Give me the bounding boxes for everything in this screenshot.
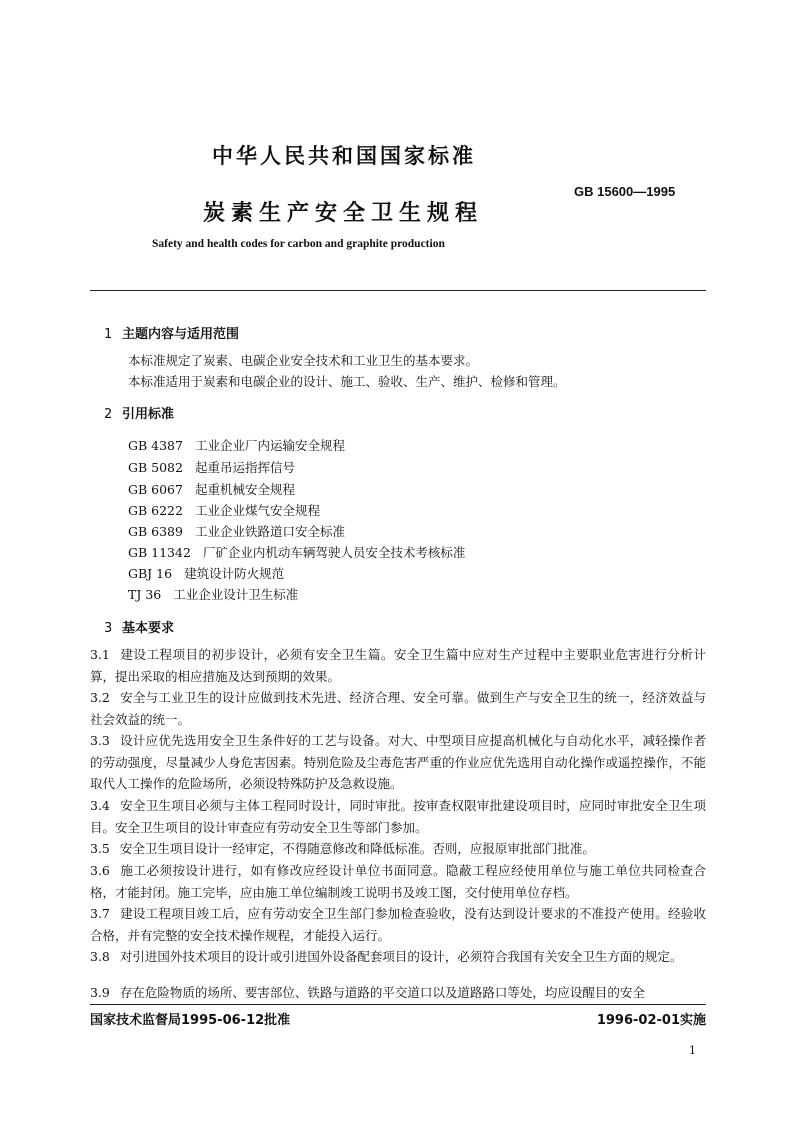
section-number: 3 [104,621,113,636]
clause: 3.4 安全卫生项目必须与主体工程同时设计，同时审批。按审查权限审批建设项目时，应同时审批安全卫生项目。安全卫生项目的设计审查应有劳动安全卫生等部门参加。 [90,798,706,835]
reference-item: GB 6067 起重机械安全规程 [128,482,295,497]
clause: 3.9 存在危险物质的场所、要害部位、铁路与道路的平交道口以及道路路口等处，均应设醒目的安全 [90,985,645,1000]
reference-item: GB 5082 起重吊运指挥信号 [128,460,295,475]
page-number: 1 [689,1044,696,1057]
section-title: 主题内容与适用范围 [122,327,240,342]
issuing-organization: 中华人民共和国国家标准 [212,144,476,168]
paragraph: 本标准适用于炭素和电碳企业的设计、施工、验收、生产、维护、检修和管理。 [128,374,566,389]
clause: 3.5 安全卫生项目设计一经审定，不得随意修改和降低标准。否则，应报原审批部门批准。 [90,841,595,856]
clause: 3.1 建设工程项目的初步设计，必须有安全卫生篇。安全卫生篇中应对生产过程中主要职业危害进行分析计算，提出采取的相应措施及达到预期的效果。 [90,647,706,684]
clause: 3.7 建设工程项目竣工后，应有劳动安全卫生部门参加检查验收，没有达到设计要求的不准投产使用。经验收合格，并有完整的安全技术操作规程，才能投入运行。 [90,906,706,943]
effective-date: 1996-02-01实施 [596,1013,706,1028]
reference-item: GB 6222 工业企业煤气安全规程 [128,503,320,518]
section-number: 1 [104,327,113,342]
section-heading [104,403,174,422]
section-title: 引用标准 [122,407,175,422]
section-heading [104,323,239,342]
reference-item: GB 6389 工业企业铁路道口安全标准 [128,524,345,539]
clause: 3.3 设计应优先选用安全卫生条件好的工艺与设备。对大、中型项目应提高机械化与自动化水平，减轻操作者的劳动强度，尽量减少人身危害因素。特别危险及尘毒危害严重的作业应优先选用自动化操作或遥控操作，不能取代人工操作的危险场所，必须设特殊防护及急救设施。 [90,733,706,791]
header-divider [90,290,706,291]
reference-item: TJ 36 工业企业设计卫生标准 [128,587,299,602]
section-title: 基本要求 [122,621,175,636]
section-number: 2 [104,407,113,422]
reference-item: GBJ 16 建筑设计防火规范 [128,566,285,581]
clause: 3.8 对引进国外技术项目的设计或引进国外设备配套项目的设计，必须符合我国有关安全卫生方面的规定。 [90,949,683,964]
document-title: 炭素生产安全卫生规程 [203,201,484,226]
section-heading [104,617,174,636]
clause: 3.2 安全与工业卫生的设计应做到技术先进、经济合理、安全可靠。做到生产与安全卫生的统一，经济效益与社会效益的统一。 [90,690,706,727]
footer-divider [90,1004,706,1005]
clause: 3.6 施工必须按设计进行，如有修改应经设计单位书面同意。隐蔽工程应经使用单位与施工单位共同检查合格，才能封闭。施工完毕，应由施工单位编制竣工说明书及竣工图，交付使用单位存档。 [90,863,706,900]
standard-code: GB 15600—1995 [574,184,676,199]
english-title: Safety and health codes for carbon and graphite production [152,238,445,250]
reference-item: GB 4387 工业企业厂内运输安全规程 [128,438,345,453]
reference-item: GB 11342 厂矿企业内机动车辆驾驶人员安全技术考核标准 [128,545,466,560]
paragraph: 本标准规定了炭素、电碳企业安全技术和工业卫生的基本要求。 [128,353,479,368]
approval-date: 国家技术监督局1995-06-12批准 [90,1013,291,1028]
